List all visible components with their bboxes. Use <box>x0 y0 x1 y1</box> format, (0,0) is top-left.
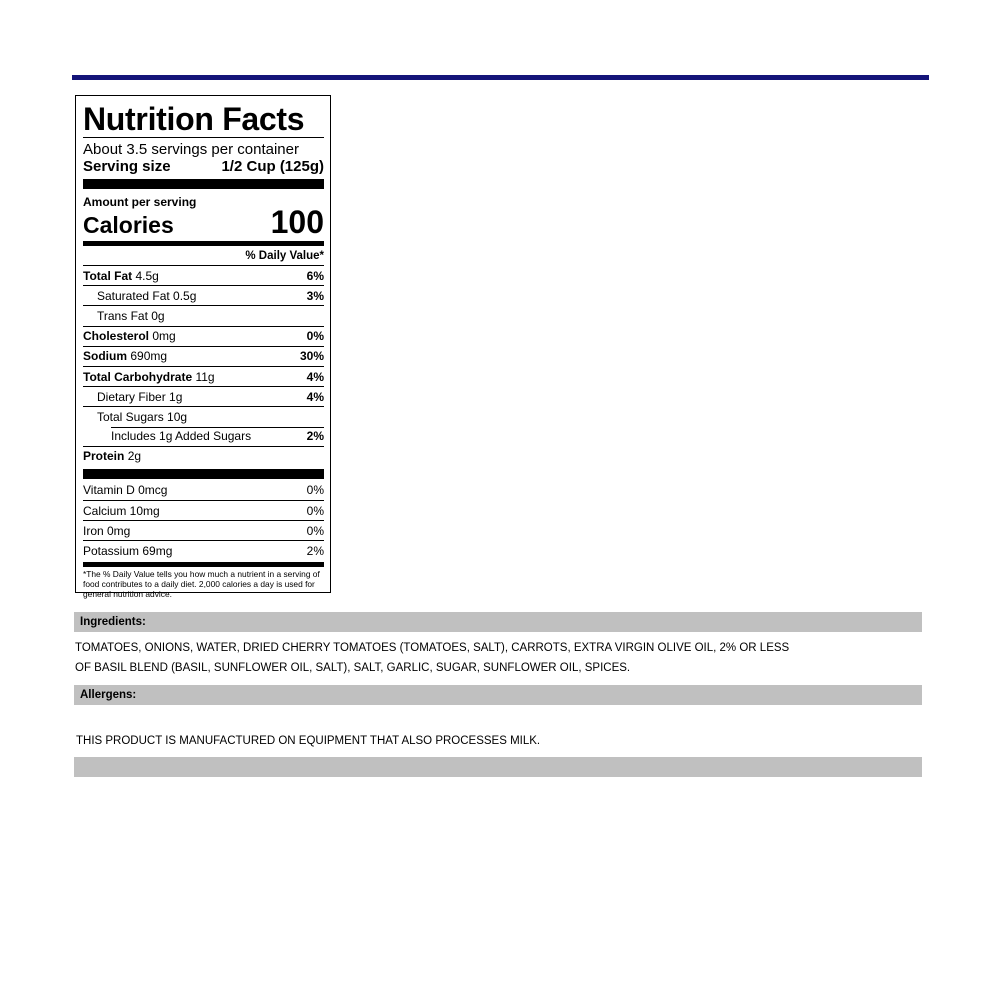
nutrient-row-cholesterol <box>83 326 324 346</box>
title-rule <box>83 137 324 138</box>
vitamin-row-iron <box>83 520 324 540</box>
vitamin-dv: 0% <box>306 483 324 498</box>
nutrient-dv: 30% <box>299 349 324 364</box>
nutrient-row-protein <box>83 446 324 466</box>
thick-divider <box>83 179 324 189</box>
daily-value-footnote: *The % Daily Value tells you how much a nutrient in a serving of food contributes to a daily diet. 2,000 calories a day is used for general nutrition advice. <box>83 568 320 599</box>
nutrient-dv: 4% <box>306 369 324 384</box>
nutrient-label: Saturated Fat 0.5g <box>97 288 197 303</box>
nutrient-dv: 2% <box>306 429 324 444</box>
nutrient-label: Trans Fat 0g <box>97 308 165 323</box>
nutrient-label: Total Sugars 10g <box>97 409 188 424</box>
thick-divider <box>83 469 324 479</box>
nutrient-row-added-sugars <box>83 427 324 446</box>
nutrient-row-total-carbohydrate <box>83 366 324 386</box>
nutrient-label: Sodium <box>83 349 127 364</box>
nutrient-row-total-fat <box>83 265 324 285</box>
nutrient-label: Includes 1g Added Sugars <box>111 429 252 444</box>
serving-size <box>83 158 324 175</box>
nutrient-row-trans-fat <box>83 305 324 325</box>
serving-size-value: 1/2 Cup (125g) <box>221 158 324 175</box>
nutrient-dv: 0% <box>306 329 324 344</box>
nutrient-amount: 4.5g <box>135 268 159 283</box>
medium-divider <box>83 562 324 567</box>
allergens-heading: Allergens: <box>74 685 922 705</box>
amount-per-serving: Amount per serving <box>83 195 197 209</box>
nutrient-row-dietary-fiber <box>83 386 324 406</box>
nutrient-amount: 2g <box>127 449 142 464</box>
medium-divider <box>83 241 324 246</box>
ingredients-text-line-1: TOMATOES, ONIONS, WATER, DRIED CHERRY TOMATOES (TOMATOES, SALT), CARROTS, EXTRA VIRGIN OLIVE OIL, 2% OR LESS <box>75 642 790 654</box>
nutrient-row-sodium <box>83 346 324 366</box>
ingredients-text-line-2: OF BASIL BLEND (BASIL, SUNFLOWER OIL, SALT), SALT, GARLIC, SUGAR, SUNFLOWER OIL, SPICES. <box>75 662 631 674</box>
servings-per-container: About 3.5 servings per container <box>83 141 299 158</box>
vitamin-label: Vitamin D 0mcg <box>83 483 168 498</box>
nutrient-label: Dietary Fiber 1g <box>97 389 183 404</box>
nutrient-label: Protein <box>83 449 125 464</box>
ingredients-heading: Ingredients: <box>74 612 922 632</box>
nutrient-label: Total Carbohydrate <box>83 369 193 384</box>
vitamin-row-vitamin-d <box>83 481 324 500</box>
nutrient-label: Total Fat <box>83 268 133 283</box>
vitamin-row-potassium <box>83 540 324 560</box>
nutrient-row-saturated-fat <box>83 285 324 305</box>
serving-size-label: Serving size <box>83 158 171 175</box>
nutrition-facts-panel <box>75 95 331 599</box>
calories-value: 100 <box>270 204 324 240</box>
allergens-text: THIS PRODUCT IS MANUFACTURED ON EQUIPMENT THAT ALSO PROCESSES MILK. <box>76 735 541 747</box>
nutrient-dv: 4% <box>306 389 324 404</box>
nutrient-dv: 6% <box>306 268 324 283</box>
nutrient-label: Cholesterol <box>83 329 150 344</box>
nutrient-dv: 3% <box>306 288 324 303</box>
vitamin-label: Calcium 10mg <box>83 503 160 518</box>
header-rule <box>72 75 929 80</box>
calories-row <box>83 205 324 239</box>
vitamin-row-calcium <box>83 500 324 520</box>
nutrient-amount: 11g <box>195 369 215 384</box>
vitamin-dv: 0% <box>306 503 324 518</box>
vitamin-dv: 2% <box>306 544 324 559</box>
calories-label: Calories <box>83 212 174 238</box>
empty-section-bar <box>74 757 922 777</box>
vitamin-label: Iron 0mg <box>83 523 131 538</box>
nutrition-facts-title: Nutrition Facts <box>83 101 305 137</box>
nutrient-amount: 690mg <box>130 349 168 364</box>
nutrient-amount: 0mg <box>152 329 176 344</box>
nutrient-row-total-sugars <box>83 406 324 426</box>
vitamin-dv: 0% <box>306 523 324 538</box>
daily-value-header: % Daily Value* <box>245 250 324 262</box>
vitamin-label: Potassium 69mg <box>83 544 173 559</box>
